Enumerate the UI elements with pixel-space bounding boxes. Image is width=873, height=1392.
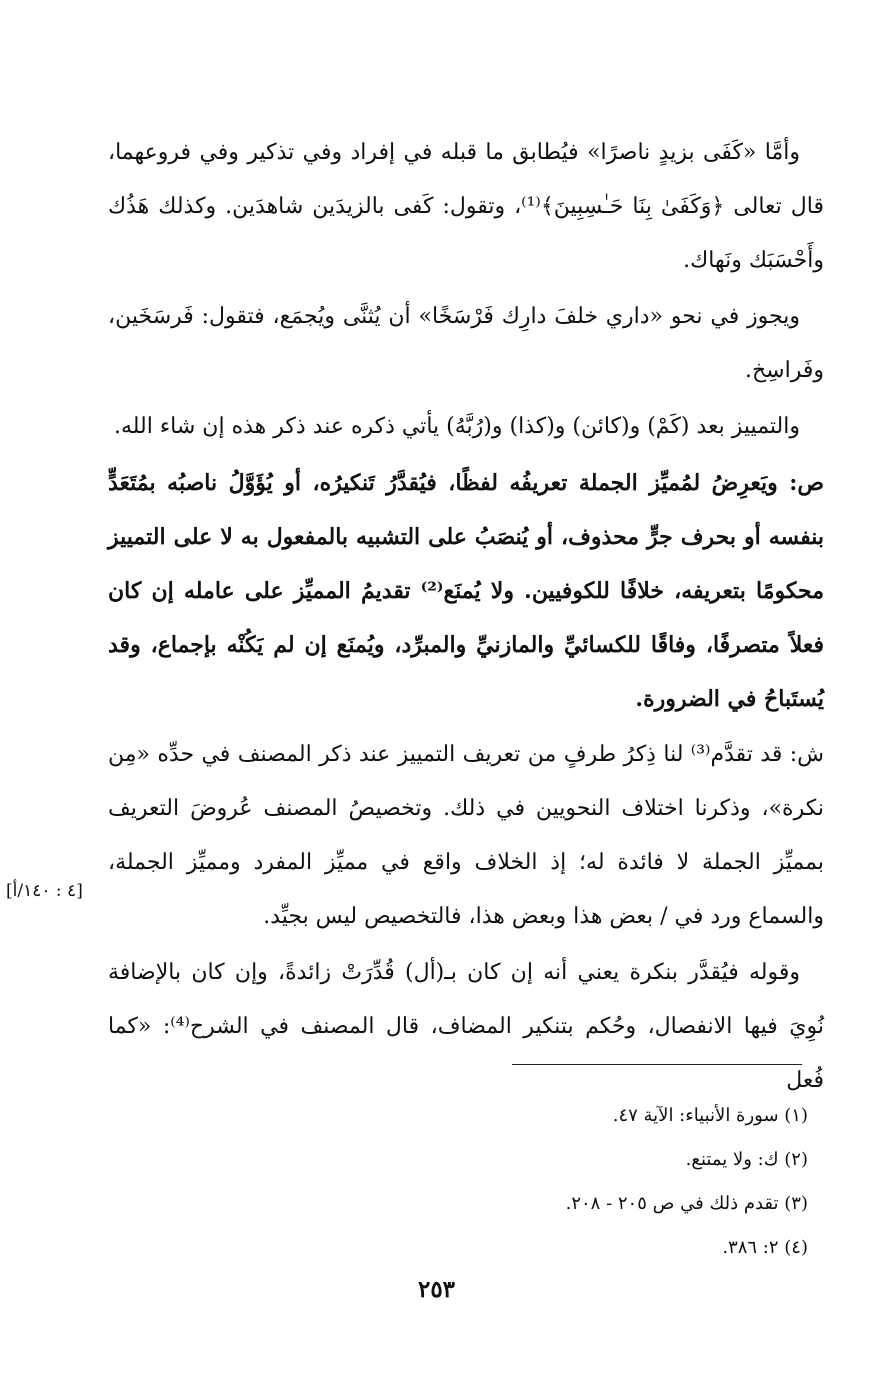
footnote-item: (٤) ٢: ٣٨٦.	[722, 1237, 808, 1258]
paragraph-tamyiz-kam: والتمييز بعد (كَمْ) و(كائن) و(كذا) و(رُبَّهُ) يأتي ذكره عند ذكر هذه إن شاء الله.	[113, 414, 800, 439]
page-number: ٢٥٣	[417, 1276, 456, 1303]
footnote-item: (٢) ك: ولا يمتنع.	[685, 1149, 808, 1170]
footnote-separator-line	[512, 1064, 802, 1065]
paragraph-matn-text: ص: ويَعرِضُ لمُميِّز الجملة تعريفُه لفظًا، فيُقدَّرُ تَنكيرُه، أو يُؤَوَّلُ ناصبُه بمُتَعَدٍّ بنفسه أو بحرف جرٍّ محذوف، أو يُنصَبُ على التشبيه بالمفعول به لا على التمييز محكومًا بتعريفه، خلافًا للكوفيين. ولا يُمنَع⁽²⁾ تقديمُ المميِّز على عامله إن كان فعلاً متصرفًا، وفاقًا للكسائيِّ والمازنيِّ والمبرِّد، ويُمنَع إن لم يَكُنْه بإجماع، وقد يُستَباحُ في الضرورة.	[108, 470, 824, 712]
paragraph-qawluhu: وقوله فيُقدَّر بنكرة يعني أنه إن كان بـ(أل) قُدِّرَتْ زائدةً، وإن كان بالإضافة نُوِيَ فيها الانفصال، وحُكم بتنكير المضاف، قال المصنف في الشرح⁽⁴⁾: «كما فُعل	[108, 960, 824, 1093]
footnotes-list	[400, 1094, 808, 1270]
paragraph-kafa-example: وأمَّا «كَفَى بزيدٍ ناصرًا» فيُطابق ما قبله في إفراد وفي تذكير وفي فروعهما، قال تعالى ﴿وَكَفَىٰ بِنَا حَـٰسِبِينَ﴾⁽¹⁾، وتقول: كَفى بالزيدَين شاهدَين. وكذلك هَذُك وأَحْسَبَك ونَهاك.	[108, 140, 824, 273]
manuscript-folio-reference: [٤ : ١٤٠/أ]	[6, 881, 83, 901]
paragraph-farsakh-example: ويجوز في نحو «داري خلفَ دارِك فَرْسَخًا» أن يُثنَّى ويُجمَع، فتقول: فَرسَخَين، وفَراسِخ.	[108, 304, 824, 383]
footnote-item: (٣) تقدم ذلك في ص ٢٠٥ - ٢٠٨.	[565, 1193, 808, 1214]
paragraph-sharh-commentary: ش: قد تقدَّم⁽³⁾ لنا ذِكرُ طرفٍ من تعريف التمييز عند ذكر المصنف في حدِّه «مِن نكرة»، وذكرنا اختلاف النحويين في ذلك. وتخصيصُ المصنف عُروضَ التعريف بمميِّز الجملة لا فائدة له؛ إذ الخلاف واقع في مميِّز المفرد ومميِّز الجملة، والسماع ورد في / بعض هذا وبعض هذا، فالتخصيص ليس بجيِّد.	[108, 742, 824, 929]
main-text-block	[108, 126, 824, 1110]
footnote-item: (١) سورة الأنبياء: الآية ٤٧.	[612, 1105, 808, 1126]
